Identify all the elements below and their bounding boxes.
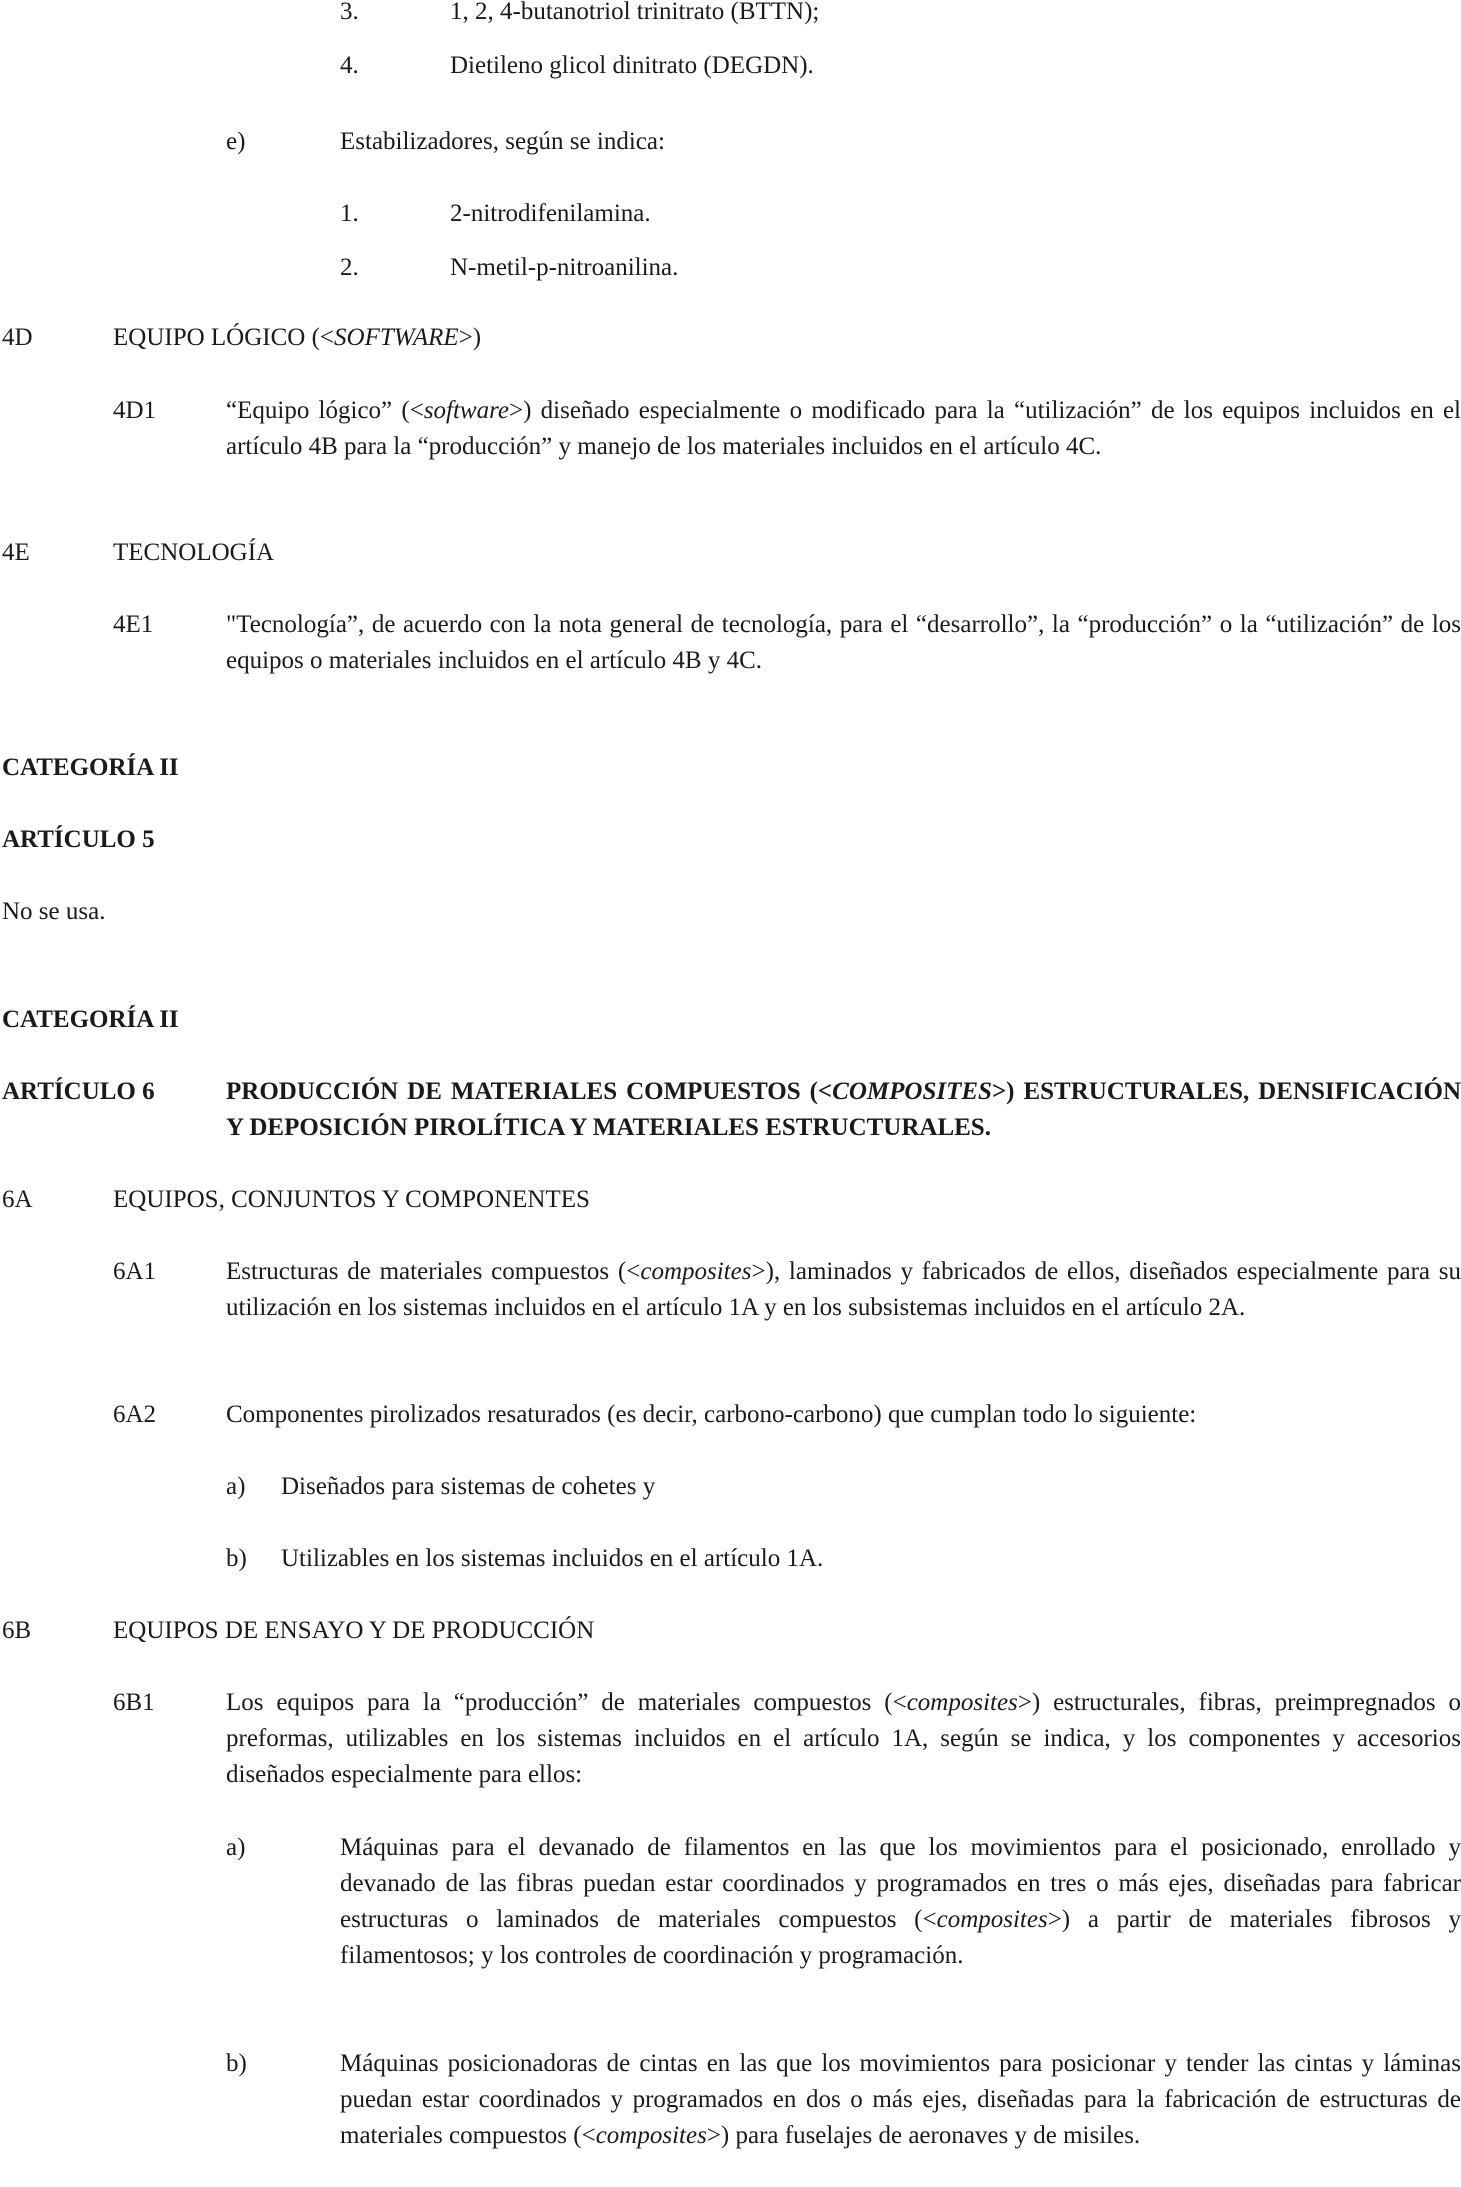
section-code: 6B — [2, 1617, 32, 1644]
article-text: No se usa. — [2, 898, 106, 925]
list-item-text: 2-nitrodifenilamina. — [450, 200, 651, 227]
list-item-text: N-metil-p-nitroanilina. — [450, 254, 679, 281]
subsection-text: "Tecnología”, de acuerdo con la nota general de tecnología, para el “desarrollo”, la “producción” o la “utilización” de los equipos o materiales incluidos en el artículo 4B y 4C. — [226, 611, 1461, 674]
item-letter: e) — [226, 128, 246, 155]
item-letter: b) — [226, 2050, 247, 2077]
list-number: 3. — [340, 0, 359, 25]
category-heading: CATEGORÍA II — [2, 754, 179, 781]
subsection-text: Los equipos para la “producción” de materiales compuestos (<composites>) estructurales, fibras, preimpregnados o preformas, utilizables en los sistemas incluidos en el artículo 1A, según se indica, y los componentes y accesorios diseñados especialmente para ellos: — [226, 1689, 1461, 1788]
item-letter: a) — [226, 1834, 246, 1861]
subsection-code: 6B1 — [113, 1689, 155, 1716]
item-text: Máquinas posicionadoras de cintas en las que los movimientos para posicionar y tender las cintas y láminas puedan estar coordinados y programados en dos o más ejes, diseñadas para la fabricación de estructuras de materiales compuestos (<composites>) para fuselajes de aeronaves y de misiles. — [340, 2050, 1461, 2149]
section-code: 4E — [2, 539, 30, 566]
subsection-text: Estructuras de materiales compuestos (<composites>), laminados y fabricados de ellos, diseñados especialmente para su utilización en los sistemas incluidos en el artículo 1A y en los subsistemas incluidos en el artículo 2A. — [226, 1258, 1461, 1321]
item-text: Estabilizadores, según se indica: — [340, 128, 665, 155]
list-item-text: Dietileno glicol dinitrato (DEGDN). — [450, 52, 814, 79]
item-text: Diseñados para sistemas de cohetes y — [281, 1473, 656, 1500]
section-title: EQUIPOS, CONJUNTOS Y COMPONENTES — [113, 1186, 590, 1213]
category-heading: CATEGORÍA II — [2, 1006, 179, 1033]
section-title: EQUIPOS DE ENSAYO Y DE PRODUCCIÓN — [113, 1617, 595, 1644]
item-letter: a) — [226, 1473, 246, 1500]
section-title: TECNOLOGÍA — [113, 539, 275, 566]
section-title: EQUIPO LÓGICO (<SOFTWARE>) — [113, 324, 482, 351]
item-letter: b) — [226, 1545, 247, 1572]
item-text: Utilizables en los sistemas incluidos en el artículo 1A. — [281, 1545, 824, 1572]
article-label: ARTÍCULO 6 — [2, 1078, 155, 1105]
subsection-code: 4D1 — [113, 397, 157, 424]
list-number: 4. — [340, 52, 359, 79]
list-number: 2. — [340, 254, 359, 281]
article-title: PRODUCCIÓN DE MATERIALES COMPUESTOS (<COMPOSITES>) ESTRUCTURALES, DENSIFICACIÓN Y DEPOSICIÓN PIROLÍTICA Y MATERIALES ESTRUCTURALES. — [226, 1078, 1461, 1141]
list-number: 1. — [340, 200, 359, 227]
subsection-code: 4E1 — [113, 611, 154, 638]
section-code: 4D — [2, 324, 33, 351]
subsection-text: “Equipo lógico” (<software>) diseñado especialmente o modificado para la “utilización” de los equipos incluidos en el artículo 4B para la “producción” y manejo de los materiales incluidos en el artículo 4C. — [226, 397, 1461, 460]
section-code: 6A — [2, 1186, 33, 1213]
article-heading: ARTÍCULO 5 — [2, 826, 155, 853]
subsection-code: 6A1 — [113, 1258, 157, 1285]
subsection-text: Componentes pirolizados resaturados (es decir, carbono-carbono) que cumplan todo lo siguiente: — [226, 1401, 1197, 1428]
item-text: Máquinas para el devanado de filamentos en las que los movimientos para el posicionado, enrollado y devanado de las fibras puedan estar coordinados y programados en tres o más ejes, diseñadas para fabricar estructuras o laminados de materiales compuestos (<composites>) a partir de materiales fibrosos y filamentosos; y los controles de coordinación y programación. — [340, 1834, 1461, 1969]
subsection-code: 6A2 — [113, 1401, 157, 1428]
list-item-text: 1, 2, 4-butanotriol trinitrato (BTTN); — [450, 0, 820, 25]
